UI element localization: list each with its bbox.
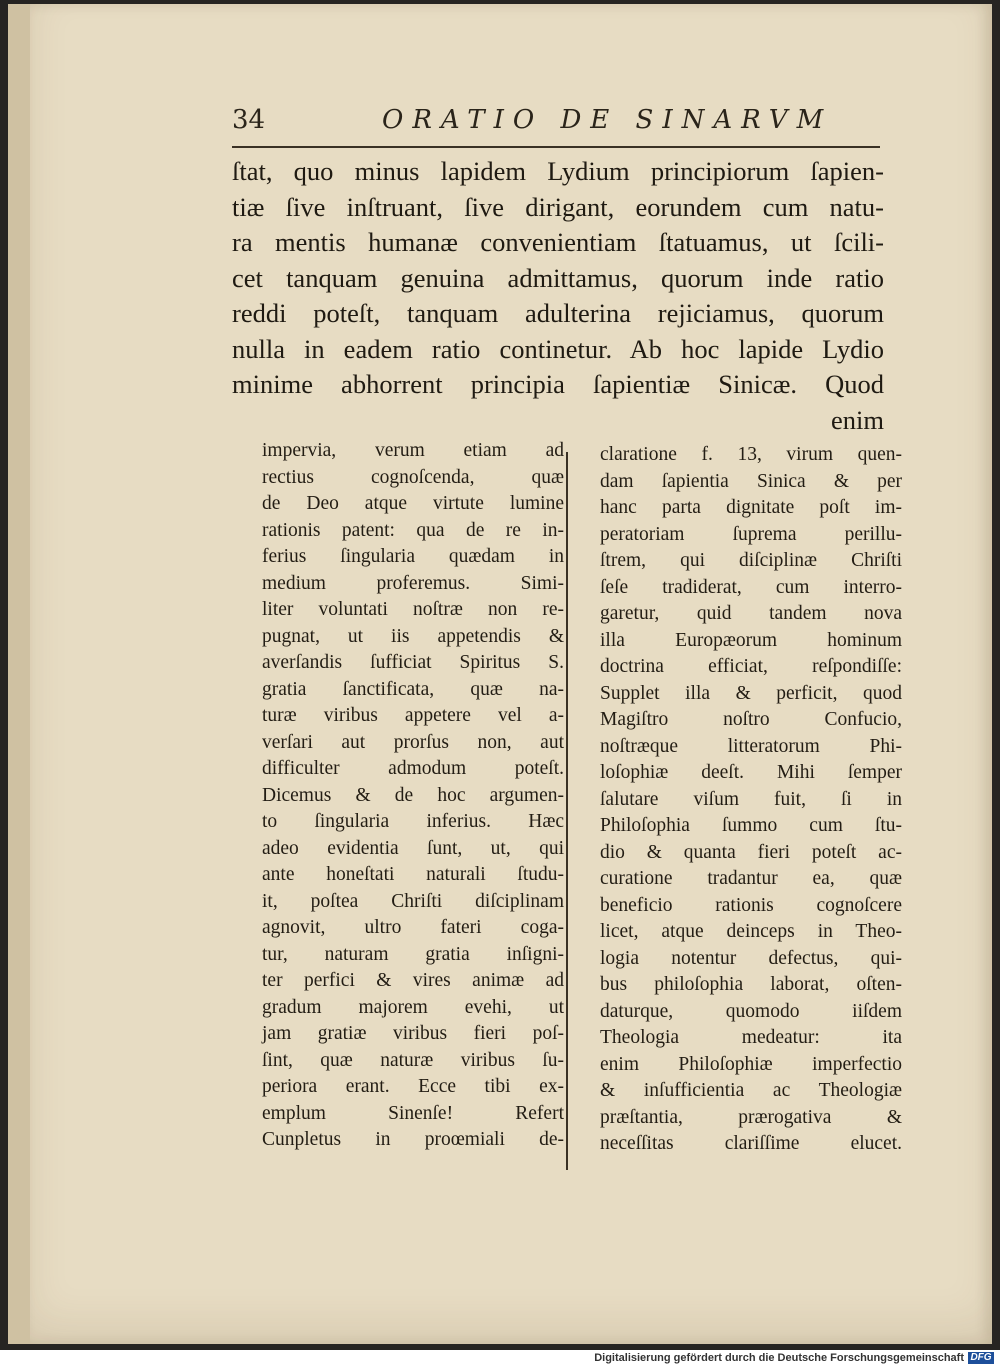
text-line: dio & quanta fieri poteſt ac- bbox=[600, 841, 902, 863]
text-line: ante honeſtati naturali ſtudu- bbox=[262, 864, 564, 885]
text-line: emplum Sinenſe! Refert bbox=[262, 1102, 564, 1124]
page-number: 34 bbox=[232, 105, 266, 135]
text-line: enim bbox=[831, 404, 884, 435]
text-line: minime abhorrent principia ſapientiæ Sinicæ. Quod bbox=[232, 369, 884, 399]
text-line: it, poſtea Chriſti diſciplinam bbox=[262, 890, 564, 912]
text-line: liter voluntati noſtræ non re- bbox=[262, 599, 564, 620]
text-line: periora erant. Ecce tibi ex- bbox=[262, 1076, 564, 1097]
text-line: bus philoſophia laborat, oſten- bbox=[600, 974, 902, 995]
text-line: tiæ ſive inſtruant, ſive dirigant, eorundem cum natu- bbox=[232, 191, 884, 222]
text-line: to ſingularia inferius. Hæc bbox=[262, 811, 564, 832]
text-line: curatione tradantur ea, quæ bbox=[600, 868, 902, 889]
text-line: jam gratiæ viribus fieri poſ- bbox=[262, 1023, 564, 1044]
header-rule bbox=[232, 146, 880, 148]
text-line: logia notentur defectus, qui- bbox=[600, 947, 902, 969]
text-line: neceſſitas clariſſime elucet. bbox=[600, 1133, 902, 1154]
text-line: & inſufficientia ac Theologiæ bbox=[600, 1080, 902, 1101]
text-line: beneficio rationis cognoſcere bbox=[600, 894, 902, 916]
text-line: Supplet illa & perficit, quod bbox=[600, 682, 902, 704]
text-line: gratia ſanctificata, quæ na- bbox=[262, 678, 564, 700]
text-line: ſeſe tradiderat, cum interro- bbox=[600, 576, 902, 598]
text-line: ferius ſingularia quædam in bbox=[262, 546, 564, 567]
dfg-logo: DFG bbox=[968, 1352, 994, 1364]
text-line: cet tanquam genuina admittamus, quorum inde ratio bbox=[232, 262, 884, 293]
text-line: rectius cognoſcenda, quæ bbox=[262, 466, 564, 488]
page-header bbox=[232, 105, 880, 145]
left-column bbox=[262, 438, 564, 1154]
upper-text-block bbox=[232, 154, 884, 438]
column-divider bbox=[566, 452, 568, 1170]
text-line: garetur, quid tandem nova bbox=[600, 603, 902, 624]
text-line: difficulter admodum poteſt. bbox=[262, 758, 564, 779]
text-line: præſtantia, prærogativa & bbox=[600, 1106, 902, 1128]
text-line: loſophiæ deeſt. Mihi ſemper bbox=[600, 762, 902, 783]
text-line: ſtat, quo minus lapidem Lydium principiorum ſapien- bbox=[232, 156, 884, 186]
text-line: medium proferemus. Simi- bbox=[262, 572, 564, 594]
text-line: pugnat, ut iis appetendis & bbox=[262, 625, 564, 647]
text-line: gradum majorem evehi, ut bbox=[262, 996, 564, 1018]
text-line: claratione f. 13, virum quen- bbox=[600, 444, 902, 465]
text-line: averſandis ſufficiat Spiritus S. bbox=[262, 652, 564, 673]
text-line: Magiſtro noſtro Confucio, bbox=[600, 709, 902, 730]
text-line: noſtræque litteratorum Phi- bbox=[600, 735, 902, 757]
text-line: adeo evidentia ſunt, ut, qui bbox=[262, 837, 564, 859]
text-line: ter perfici & vires animæ ad bbox=[262, 970, 564, 991]
text-line: Dicemus & de hoc argumen- bbox=[262, 784, 564, 806]
text-line: reddi poteſt, tanquam adulterina rejiciamus, quorum bbox=[232, 298, 884, 328]
text-line: daturque, quomodo iiſdem bbox=[600, 1000, 902, 1022]
running-title: ORATIO DE SINARVM bbox=[382, 105, 833, 135]
text-line: agnovit, ultro fateri coga- bbox=[262, 917, 564, 938]
text-line: Cunpletus in proœmiali de- bbox=[262, 1129, 564, 1150]
text-line: Theologia medeatur: ita bbox=[600, 1027, 902, 1048]
right-column bbox=[600, 442, 902, 1158]
text-line: verſari aut prorſus non, aut bbox=[262, 731, 564, 753]
text-line: illa Europæorum hominum bbox=[600, 629, 902, 651]
text-line: dam ſapientia Sinica & per bbox=[600, 470, 902, 492]
funding-note: Digitalisierung gefördert durch die Deutsche Forschungsgemeinschaft bbox=[594, 1352, 964, 1364]
text-line: nulla in eadem ratio continetur. Ab hoc lapide Lydio bbox=[232, 333, 884, 364]
text-line: turæ viribus appetere vel a- bbox=[262, 705, 564, 726]
text-line: hanc parta dignitate poſt im- bbox=[600, 497, 902, 518]
text-line: de Deo atque virtute lumine bbox=[262, 493, 564, 514]
text-line: licet, atque deinceps in Theo- bbox=[600, 921, 902, 942]
text-line: ſtrem, qui diſciplinæ Chriſti bbox=[600, 550, 902, 571]
text-line: ſint, quæ naturæ viribus ſu- bbox=[262, 1049, 564, 1071]
text-line: Philoſophia ſummo cum ſtu- bbox=[600, 815, 902, 836]
text-line: doctrina efficiat, reſpondiſſe: bbox=[600, 656, 902, 677]
text-line: tur, naturam gratia inſigni- bbox=[262, 943, 564, 965]
text-line: impervia, verum etiam ad bbox=[262, 440, 564, 461]
text-line: peratoriam ſuprema perillu- bbox=[600, 523, 902, 545]
text-line: rationis patent: qua de re in- bbox=[262, 519, 564, 541]
text-line: enim Philoſophiæ imperfectio bbox=[600, 1053, 902, 1075]
text-line: ſalutare viſum fuit, ſi in bbox=[600, 788, 902, 810]
text-line: ra mentis humanæ convenientiam ſtatuamus, ut ſcili- bbox=[232, 227, 884, 257]
